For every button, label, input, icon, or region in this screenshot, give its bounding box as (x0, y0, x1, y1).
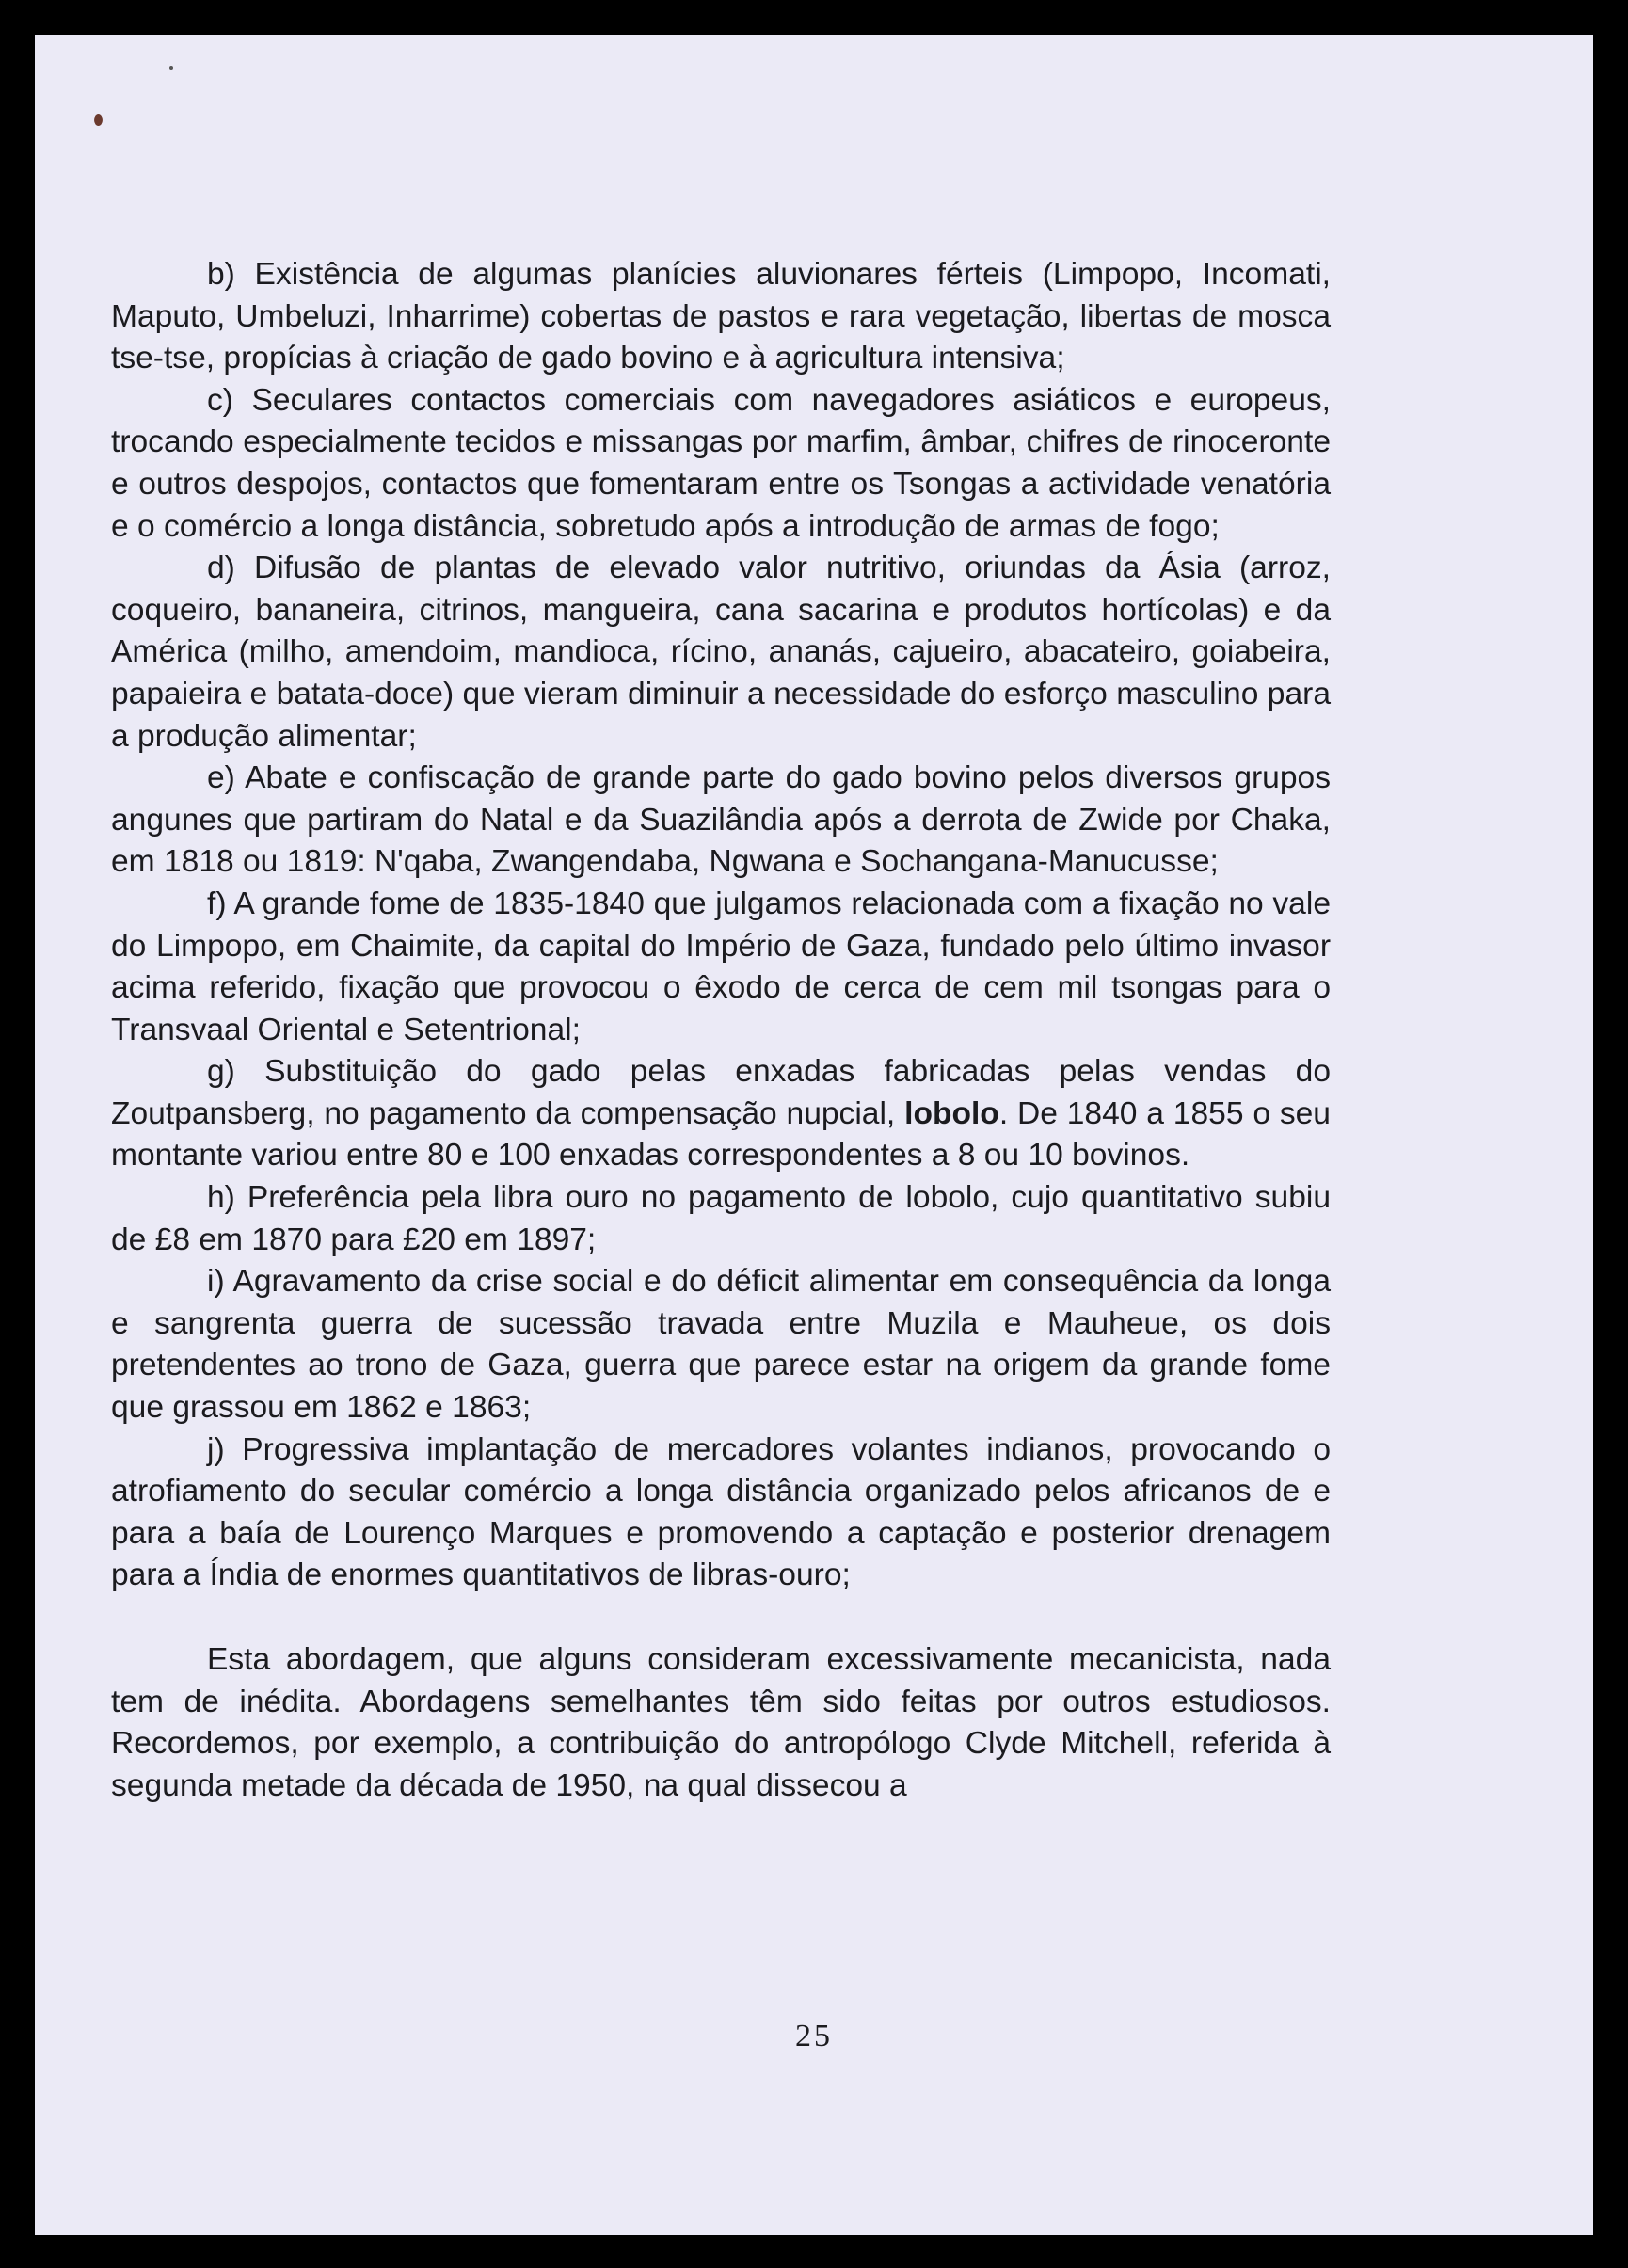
list-item-h: h) Preferência pela libra ouro no pagamento de lobolo, cujo quantitativo subiu de £8 em 1870 para £20 em 1897; (111, 1180, 1331, 1257)
list-item-d: d) Difusão de plantas de elevado valor nutritivo, oriundas da Ásia (arroz, coqueiro, bananeira, citrinos, mangueira, cana sacarina e produtos hortícolas) e da América (milho, amendoim, mandioca, rícino, ananás, cajueiro, abacateiro, goiabeira, papaieira e batata-doce) que vieram diminuir a necessidade do esforço masculino para a produção alimentar; (111, 551, 1331, 754)
list-item-c: c) Seculares contactos comerciais com navegadores asiáticos e europeus, trocando especialmente tecidos e missangas por marfim, âmbar, chifres de rinoceronte e outros despojos, contactos que fomentaram entre os Tsongas a actividade venatória e o comércio a longa distância, sobretudo após a introdução de armas de fogo; (111, 382, 1331, 544)
list-item-g-text: g) Substituição do gado pelas enxadas fabricadas pelas vendas do Zoutpansberg, no pagamento da compensação nupcial, (111, 1054, 1331, 1131)
list-item-b: b) Existência de algumas planícies aluvionares férteis (Limpopo, Incomati, Maputo, Umbeluzi, Inharrime) cobertas de pastos e rara vegetação, libertas de mosca tse-tse, propícias à criação de gado bovino e à agricultura intensiva; (111, 257, 1331, 376)
list-item-f: f) A grande fome de 1835-1840 que julgamos relacionada com a fixação no vale do Limpopo, em Chaimite, da capital do Império de Gaza, fundado pelo último invasor acima referido, fixação que provocou o êxodo de cerca de cem mil tsongas para o Transvaal Oriental e Setentrional; (111, 886, 1331, 1047)
list-item-g-text-end: . De 1840 a 1855 o seu montante variou entre 80 e 100 enxadas correspondentes a 8 ou 10 bovinos. (111, 1095, 1331, 1174)
list-item-i: i) Agravamento da crise social e do déficit alimentar em consequência da longa e sangrenta guerra de sucessão travada entre Muzila e Mauheue, os dois pretendentes ao trono de Gaza, guerra que parece estar na origem da grande fome que grassou em 1862 e 1863; (111, 1264, 1331, 1426)
lobolo-term: lobolo (904, 1095, 999, 1131)
list-item-j: j) Progressiva implantação de mercadores volantes indianos, provocando o atrofiamento do secular comércio a longa distância organizado pelos africanos de e para a baía de Lourenço Marques e promovendo a captação e posterior drenagem para a Índia de enormes quantitativos de libras-ouro; (111, 1431, 1331, 1593)
ink-speck (169, 66, 173, 70)
body-text (111, 254, 1331, 1807)
page-number: 25 (795, 2019, 833, 2053)
list-item-g (111, 1051, 1331, 1177)
document-page (35, 35, 1593, 2235)
ink-speck (94, 114, 103, 126)
list-item-e: e) Abate e confiscação de grande parte do gado bovino pelos diversos grupos angunes que partiram do Natal e da Suazilândia após a derrota de Zwide por Chaka, em 1818 ou 1819: N'qaba, Zwangendaba, Ngwana e Sochangana-Manucusse; (111, 760, 1331, 880)
closing-paragraph: Esta abordagem, que alguns consideram excessivamente mecanicista, nada tem de inédita. Abordagens semelhantes têm sido feitas por outros estudiosos. Recordemos, por exemplo, a contribuição do antropólogo Clyde Mitchell, referida à segunda metade da década de 1950, na qual dissecou a (111, 1642, 1331, 1803)
